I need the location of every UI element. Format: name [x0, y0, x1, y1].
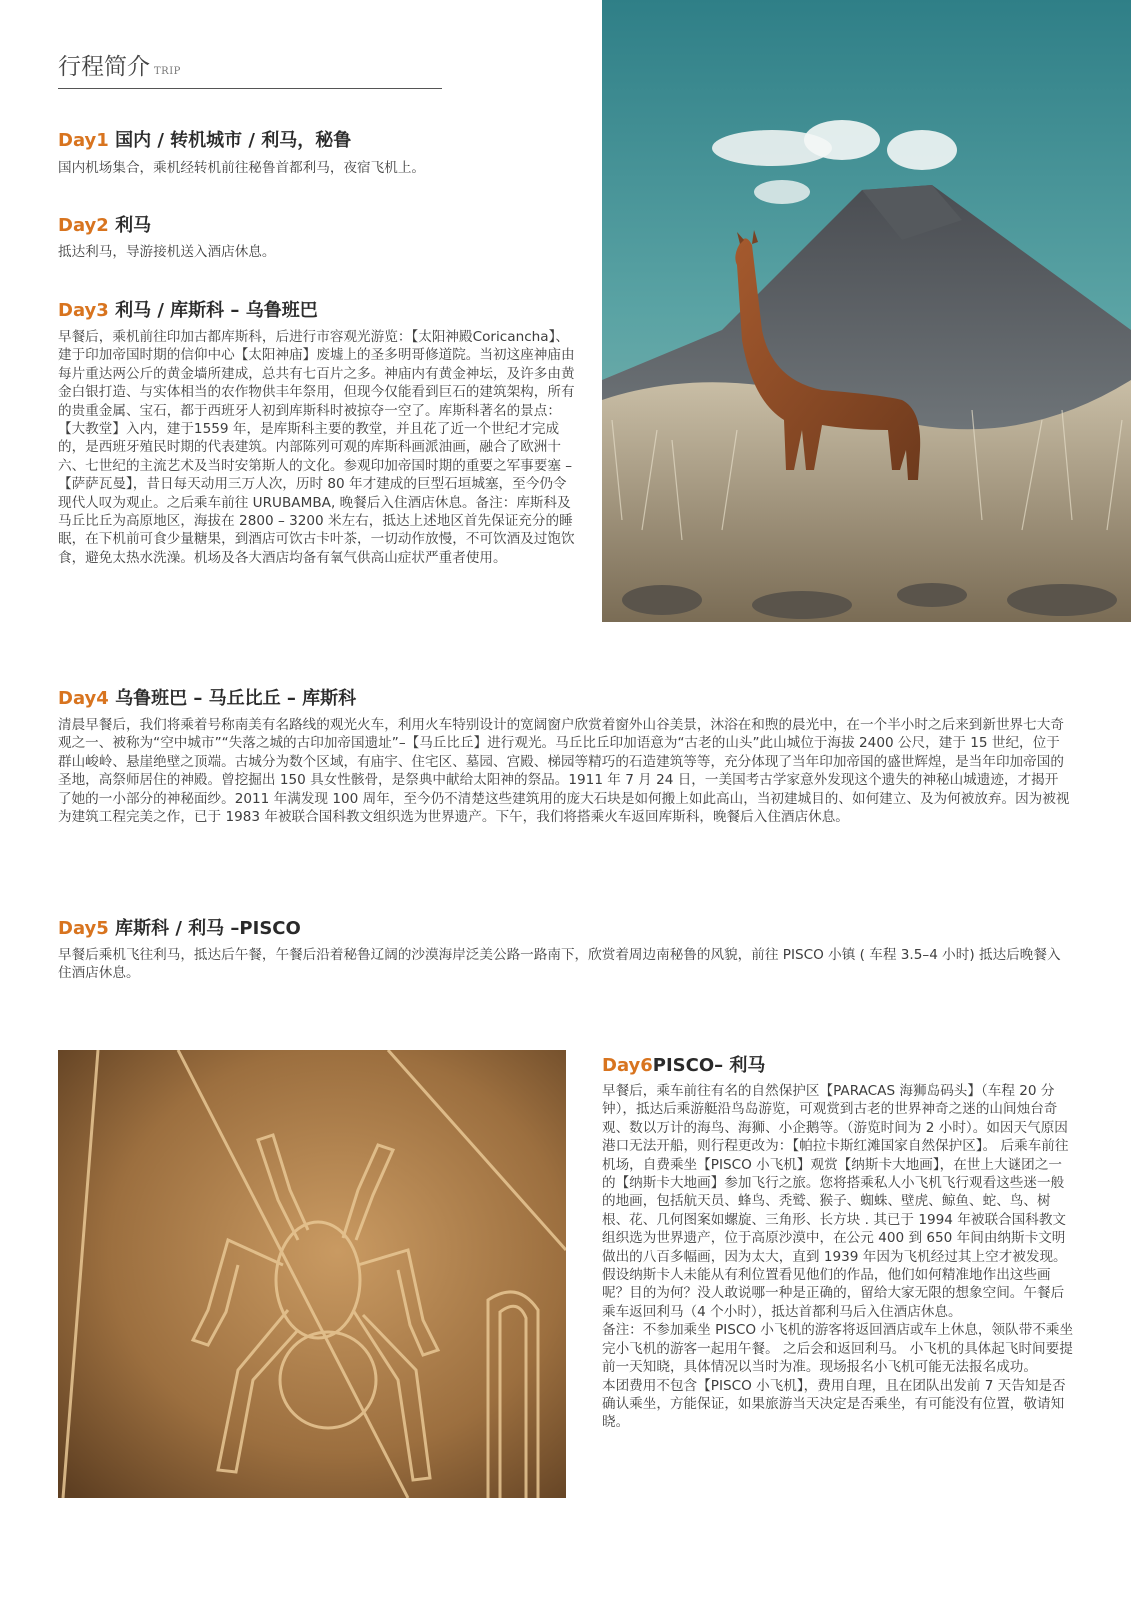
day1-body — [58, 159, 588, 177]
day4-paragraph: 清晨早餐后，我们将乘着号称南美有名路线的观光火车，利用火车特别设计的宽阔窗户欣赏着窗外山谷美景，沐浴在和煦的晨光中，在一个半小时之后来到新世界七大奇观之一、被称为“空中城市”“失落之城的古印加帝国遗址”–【马丘比丘】进行观光。马丘比丘印加语意为“古老的山头”此山城位于海拔 2400 公尺，建于 15 世纪，位于群山峻岭、悬崖绝壁之顶端。古城分为数个区域，有庙宇、住宅区、墓园、宫殿、梯园等精巧的石造建筑等等，充分体现了当年印加帝国的盛世辉煌，是当年印加帝国的圣地，高祭师居住的神殿。曾挖掘出 150 具女性骸骨，是祭典中献给太阳神的祭品。1911 年 7 月 24 日，一美国考古学家意外发现这个遗失的神秘山城遗迹，才揭开了她的一小部分的神秘面纱。2011 年满发现 100 周年，至今仍不清楚这些建筑用的庞大石块是如何搬上如此高山，当初建城目的、如何建立、及为何被放弃。因为被视为建筑工程完美之作，已于 1983 年被联合国科教文组织选为世界遗产。下午，我们将搭乘火车返回库斯科，晚餐后入住酒店休息。 — [58, 717, 1070, 826]
day4-heading — [58, 684, 356, 710]
day5-title: 库斯科 / 利马 –PISCO — [108, 918, 301, 939]
day1-label: Day1 — [58, 130, 109, 151]
day3-title: 利马 / 库斯科 – 乌鲁班巴 — [108, 300, 318, 321]
day2-paragraph: 抵达利马，导游接机送入酒店休息。 — [58, 244, 276, 260]
day4-label: Day4 — [58, 688, 109, 709]
day6-paragraph-main: 早餐后，乘车前往有名的自然保护区【PARACAS 海狮岛码头】（车程 20 分钟），抵达后乘游艇沿鸟岛游览，可观赏到古老的世界神奇之迷的山间烛台奇观、数以万计的海鸟、海狮、小企鹅等。（游览时间为 2 小时）。如因天气原因港口无法开船，则行程更改为：【帕拉卡斯红滩国家自然保护区】。 后乘车前往机场，自费乘坐【PISCO 小飞机】观赏【纳斯卡大地画】，在世上大谜团之一的【纳斯卡大地画】参加飞行之旅。您将搭乘私人小飞机飞行观看这些迷一般的地画，包括航天员、蜂鸟、秃鹫、猴子、蜘蛛、壁虎、鲸鱼、蛇、鸟、树根、花、几何图案如螺旋、三角形、长方块 . 其已于 1994 年被联合国科教文组织选为世界遗产，位于高原沙漠中，在公元 400 到 650 年间由纳斯卡文明做出的八百多幅画，因为太大，直到 1939 年因为飞机经过其上空才被发现。假设纳斯卡人未能从有利位置看见他们的作品，他们如何精准地作出这些画呢？目的为何？没人敢说哪一种是正确的，留给大家无限的想象空间。午餐后乘车返回利马（4 个小时），抵达首都利马后入住酒店休息。 — [602, 1083, 1069, 1320]
day5-heading — [58, 914, 301, 940]
day4-body — [58, 716, 1070, 826]
day6-heading — [602, 1051, 765, 1077]
day6-body — [602, 1082, 1074, 1432]
llama-volcano-photo — [602, 0, 1131, 622]
day2-label: Day2 — [58, 215, 109, 236]
day2-heading — [58, 211, 151, 237]
day6-title: PISCO– 利马 — [652, 1055, 766, 1076]
llama-volcano-image — [602, 0, 1131, 622]
day4-title: 乌鲁班巴 – 马丘比丘 – 库斯科 — [108, 688, 357, 709]
day5-paragraph: 早餐后乘机飞往利马，抵达后午餐，午餐后沿着秘鲁辽阔的沙漠海岸泛美公路一路南下，欣赏着周边南秘鲁的风貌，前往 PISCO 小镇 ( 车程 3.5–4 小时) 抵达后晚餐入住酒店休息。 — [58, 947, 1061, 982]
day3-heading — [58, 296, 318, 322]
day6-label: Day6 — [602, 1055, 653, 1076]
day3-label: Day3 — [58, 300, 109, 321]
day2-title: 利马 — [108, 215, 152, 236]
day6-paragraph-fee: 本团费用不包含【PISCO 小飞机】，费用自理，且在团队出发前 7 天告知是否确认乘坐，方能保证，如果旅游当天决定是否乘坐，有可能没有位置，敬请知晓。 — [602, 1377, 1066, 1431]
day3-paragraph: 早餐后，乘机前往印加古都库斯科，后进行市容观光游览：【太阳神殿Coricancha】、建于印加帝国时期的信仰中心【太阳神庙】废墟上的圣多明哥修道院。当初这座神庙由每片重达两公斤的黄金墙所建成，总共有七百片之多。神庙内有黄金神坛，及许多由黄金白银打造、与实体相当的农作物供丰年祭用，但现今仅能看到巨石的建筑架构，所有的贵重金属、宝石，都于西班牙人初到库斯科时被掠夺一空了。库斯科著名的景点：【大教堂】入内，建于1559 年，是库斯科主要的教堂，并且花了近一个世纪才完成的，是西班牙殖民时期的代表建筑。内部陈列可观的库斯科画派油画，融合了欧洲十六、七世纪的主流艺术及当时安第斯人的文化。参观印加帝国时期的重要之军事要塞 –【萨萨瓦曼】，昔日每天动用三万人次，历时 80 年才建成的巨型石垣城塞，至今仍令现代人叹为观止。之后乘车前往 URUBAMBA, 晚餐后入住酒店休息。备注：库斯科及马丘比丘为高原地区，海拔在 2800 – 3200 米左右，抵达上述地区首先保证充分的睡眠，在下机前可食少量糖果，到酒店可饮古卡叶茶，一切动作放慢，不可饮酒及过饱饮食，避免太热水洗澡。机场及各大酒店均备有氧气供高山症状严重者使用。 — [58, 329, 575, 566]
title-divider — [58, 88, 442, 89]
section-title-text: 行程简介 — [58, 54, 150, 80]
day3-body — [58, 328, 580, 567]
nazca-spider-image — [58, 1050, 566, 1498]
nazca-spider-photo — [58, 1050, 566, 1498]
day1-heading — [58, 126, 351, 152]
day1-paragraph: 国内机场集合，乘机经转机前往秘鲁首都利马，夜宿飞机上。 — [58, 160, 426, 176]
day1-title: 国内 / 转机城市 / 利马，秘鲁 — [108, 130, 352, 151]
day2-body — [58, 243, 588, 261]
day5-body — [58, 946, 1070, 983]
day5-label: Day5 — [58, 918, 109, 939]
day6-paragraph-note: 备注：不参加乘坐 PISCO 小飞机的游客将返回酒店或车上休息，领队带不乘坐完小飞机的游客一起用午餐。 之后会和返回利马。 小飞机的具体起飞时间要提前一天知晓，具体情况以当时为准。现场报名小飞机可能无法报名成功。 — [602, 1322, 1074, 1376]
section-subtitle: TRIP — [154, 66, 181, 77]
section-title — [58, 48, 181, 81]
